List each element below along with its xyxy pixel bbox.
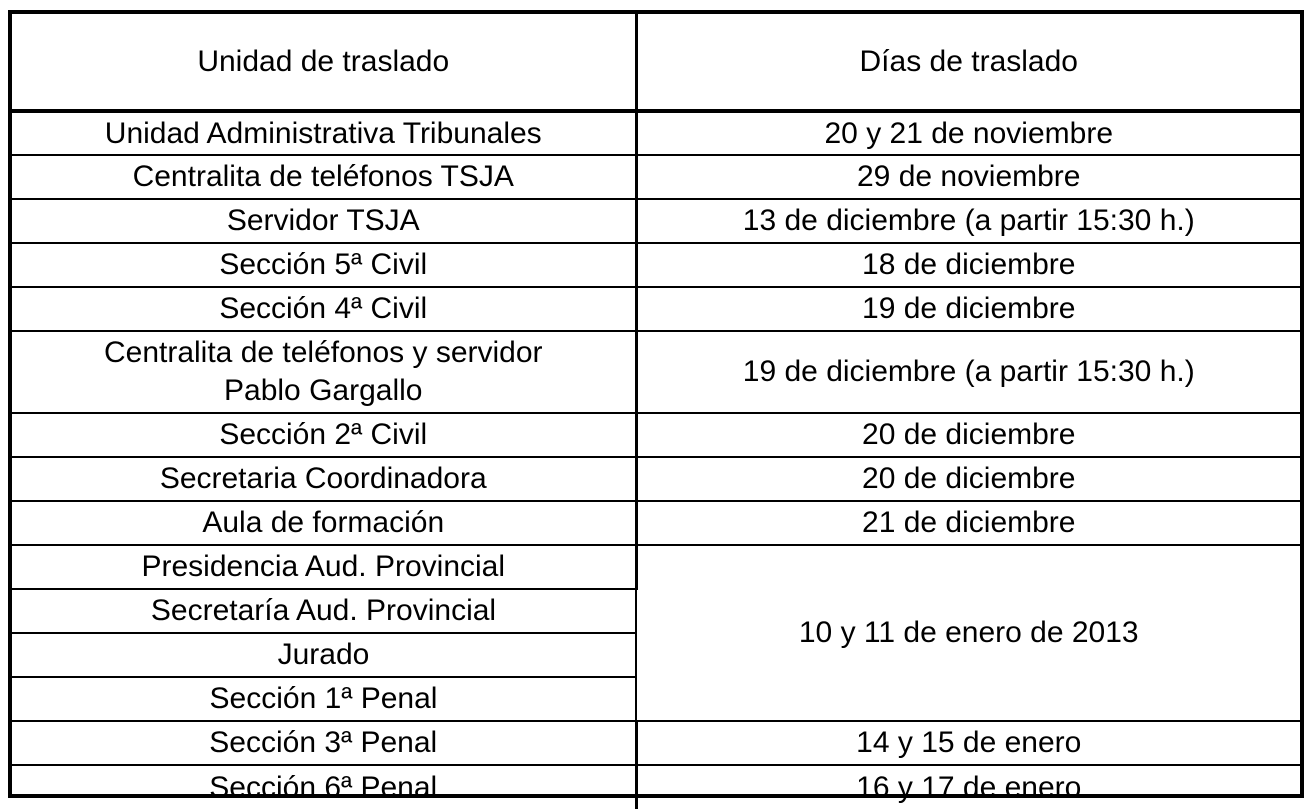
days-cell: 19 de diciembre (a partir 15:30 h.) bbox=[636, 331, 1300, 413]
table-row bbox=[12, 287, 1300, 331]
table-row bbox=[12, 199, 1300, 243]
days-cell: 16 y 17 de enero bbox=[636, 765, 1300, 809]
unit-cell: Jurado bbox=[12, 633, 636, 677]
days-cell: 20 de diciembre bbox=[636, 457, 1300, 501]
unit-cell: Sección 4ª Civil bbox=[12, 287, 636, 331]
days-cell: 20 y 21 de noviembre bbox=[636, 111, 1300, 155]
unit-cell: Unidad Administrativa Tribunales bbox=[12, 111, 636, 155]
table-row bbox=[12, 457, 1300, 501]
header-days: Días de traslado bbox=[636, 14, 1300, 111]
days-cell: 19 de diciembre bbox=[636, 287, 1300, 331]
unit-cell: Secretaría Aud. Provincial bbox=[12, 589, 636, 633]
transfer-schedule-table bbox=[12, 14, 1300, 809]
unit-cell: Sección 1ª Penal bbox=[12, 677, 636, 721]
days-cell: 29 de noviembre bbox=[636, 155, 1300, 199]
header-row bbox=[12, 14, 1300, 111]
days-cell: 18 de diciembre bbox=[636, 243, 1300, 287]
days-cell: 14 y 15 de enero bbox=[636, 721, 1300, 765]
unit-cell: Presidencia Aud. Provincial bbox=[12, 545, 636, 589]
days-cell: 21 de diciembre bbox=[636, 501, 1300, 545]
unit-cell-two-line bbox=[12, 331, 636, 413]
table-row bbox=[12, 331, 1300, 413]
table-row bbox=[12, 413, 1300, 457]
unit-cell: Sección 5ª Civil bbox=[12, 243, 636, 287]
unit-cell: Sección 2ª Civil bbox=[12, 413, 636, 457]
table-row bbox=[12, 765, 1300, 809]
table-row bbox=[12, 243, 1300, 287]
days-cell-merged: 10 y 11 de enero de 2013 bbox=[636, 545, 1300, 721]
transfer-schedule-table-frame bbox=[8, 10, 1304, 804]
table-row bbox=[12, 501, 1300, 545]
unit-cell: Aula de formación bbox=[12, 501, 636, 545]
unit-cell-line: Pablo Gargallo bbox=[224, 374, 423, 407]
unit-cell: Sección 3ª Penal bbox=[12, 721, 636, 765]
table-row bbox=[12, 111, 1300, 155]
unit-cell: Secretaria Coordinadora bbox=[12, 457, 636, 501]
table-row bbox=[12, 155, 1300, 199]
unit-cell-line: Centralita de teléfonos y servidor bbox=[103, 336, 543, 369]
unit-cell: Servidor TSJA bbox=[12, 199, 636, 243]
days-cell: 20 de diciembre bbox=[636, 413, 1300, 457]
days-cell: 13 de diciembre (a partir 15:30 h.) bbox=[636, 199, 1300, 243]
table-row bbox=[12, 721, 1300, 765]
unit-cell: Sección 6ª Penal bbox=[12, 765, 636, 809]
unit-cell: Centralita de teléfonos TSJA bbox=[12, 155, 636, 199]
header-unit: Unidad de traslado bbox=[12, 14, 636, 111]
table-row bbox=[12, 545, 1300, 589]
